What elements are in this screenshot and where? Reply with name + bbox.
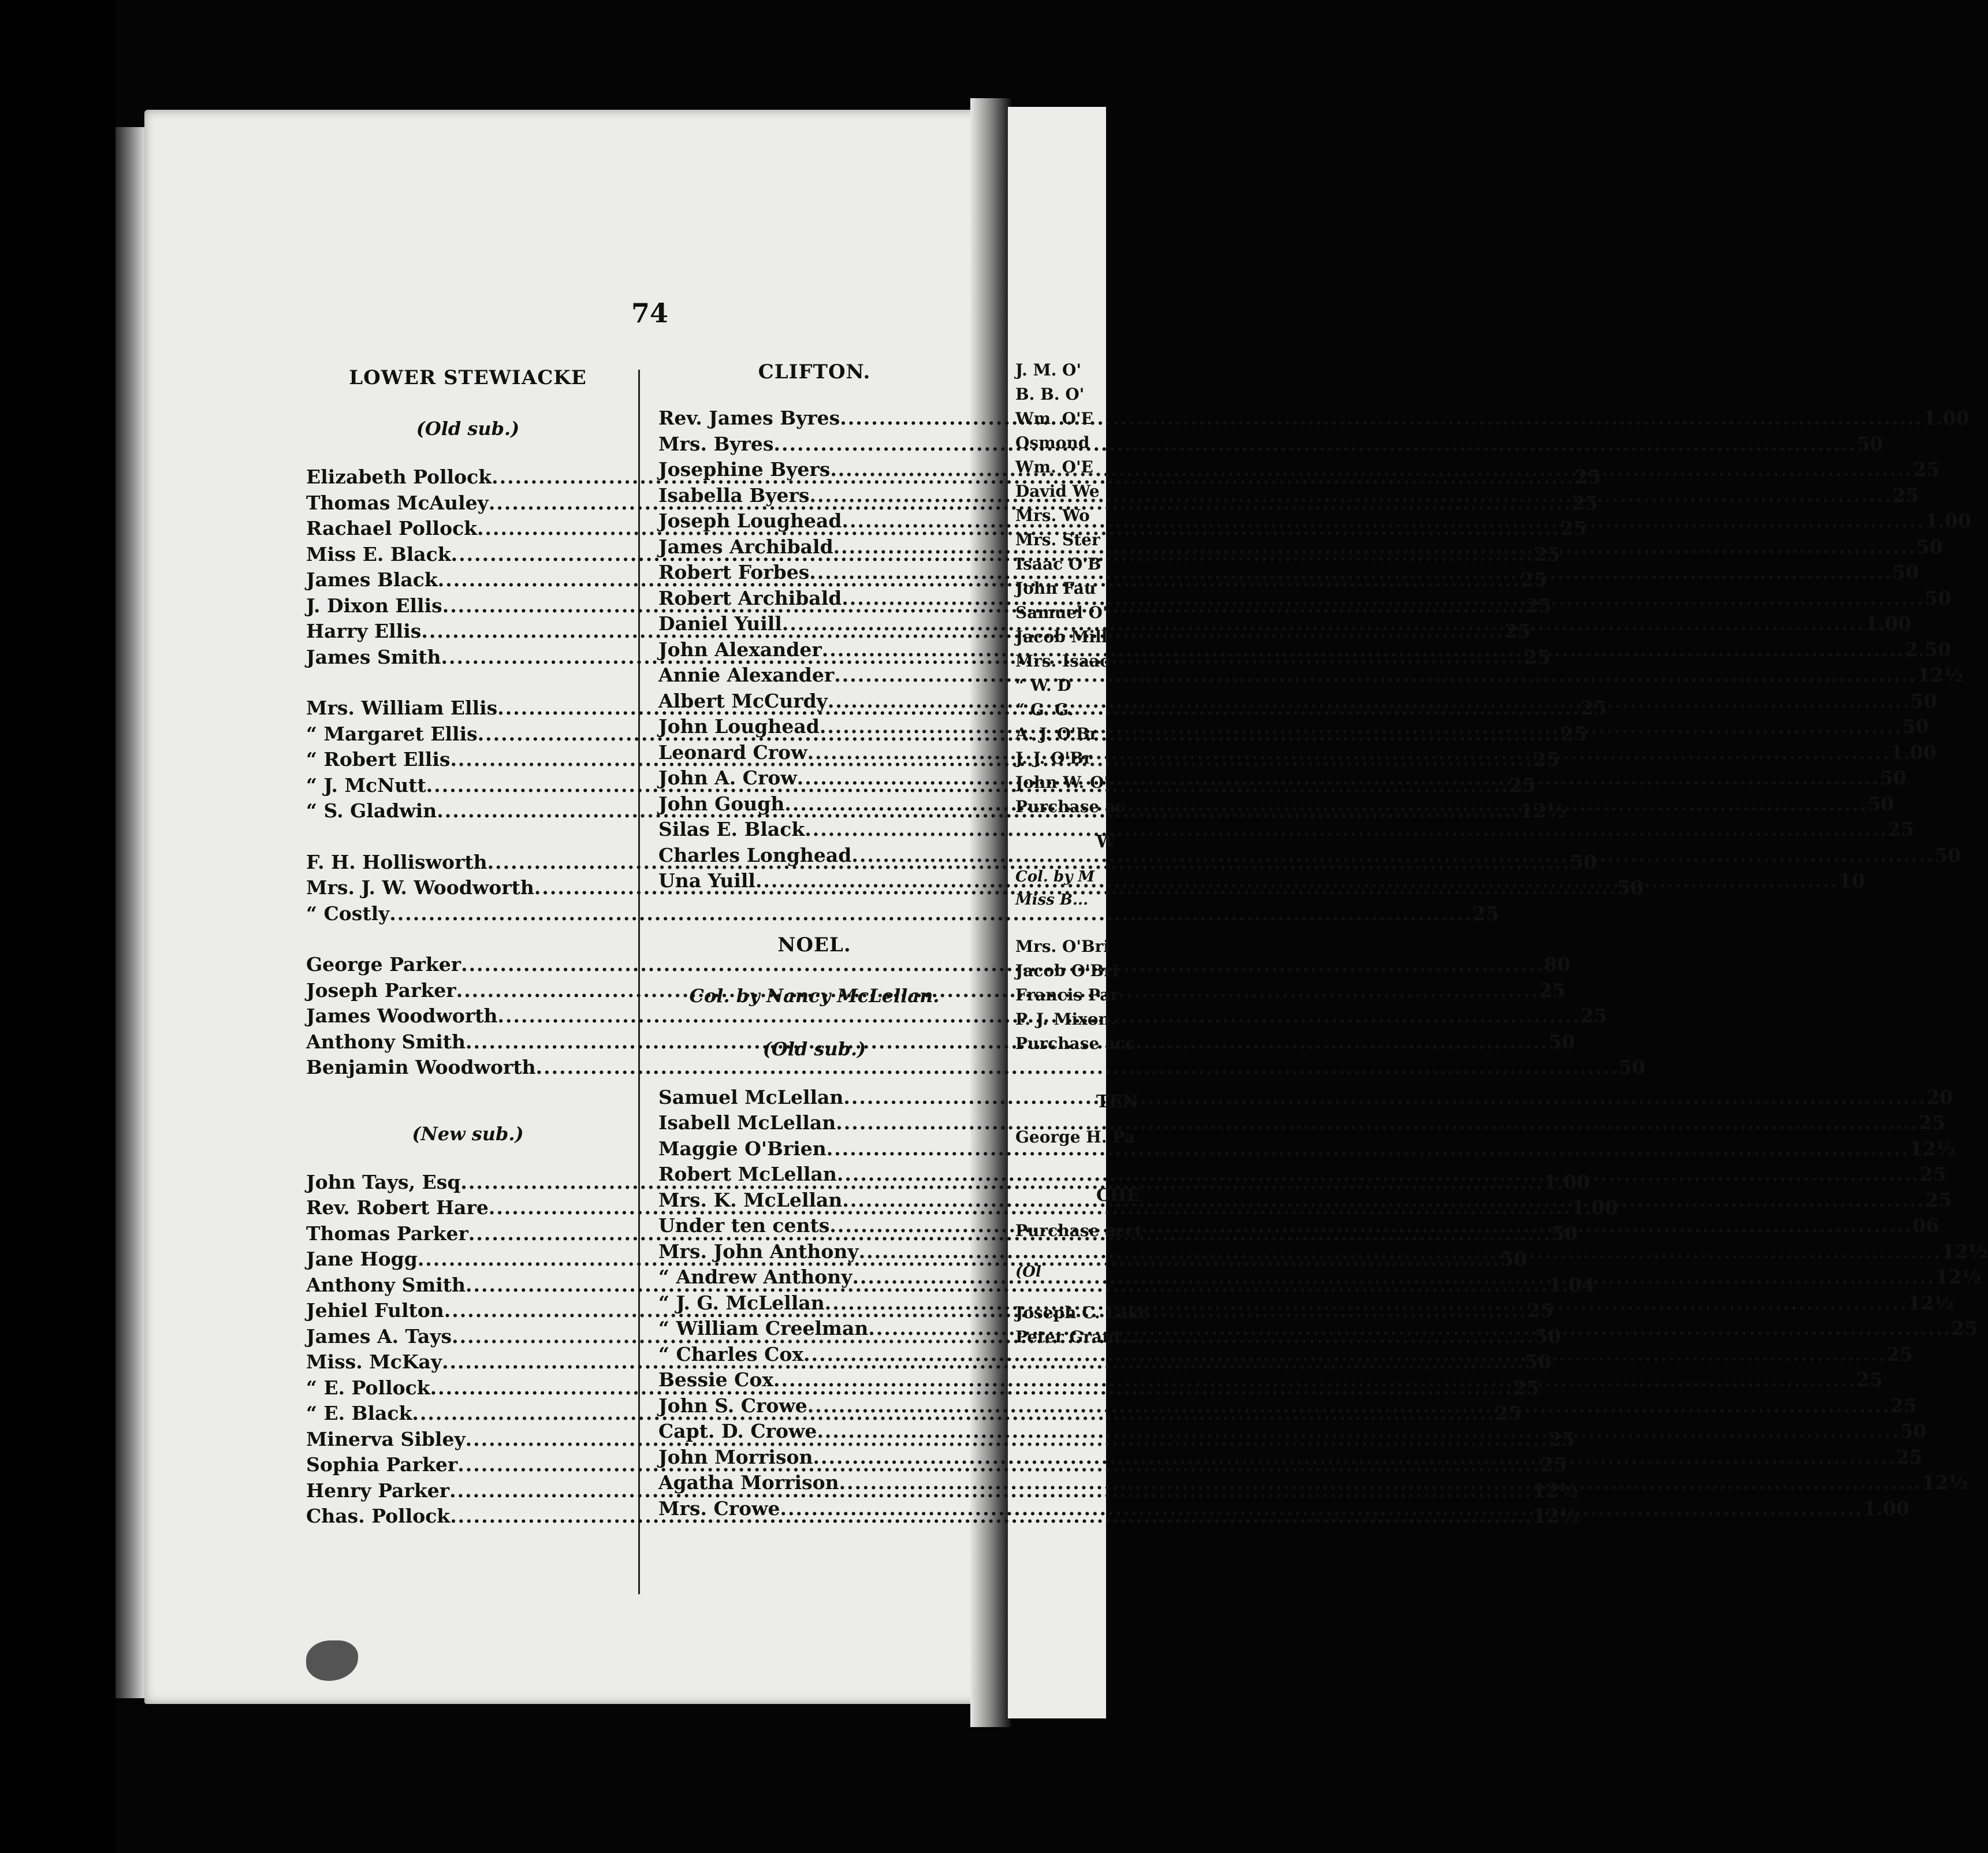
dot-leader (805, 818, 1888, 840)
amount: 50 (1856, 432, 1883, 455)
dot-leader (825, 1292, 1908, 1314)
subscriber-name: Daniel Yuill (658, 612, 782, 635)
subscriber-name: Mrs. John Anthony (658, 1240, 859, 1263)
subscriber-name: Joseph Loughead (658, 509, 842, 532)
subscriber-name: Capt. D. Crowe (658, 1420, 817, 1442)
subscriber-name: Anthony Smith (306, 1273, 466, 1296)
dot-leader (773, 1368, 1856, 1391)
subscriber-name: George Parker (306, 953, 461, 976)
subscriber-name: John Morrison (658, 1445, 813, 1468)
new-sub-label: (New sub.) (412, 1122, 524, 1145)
list-item: B. B. O' (1015, 385, 1085, 404)
subscriber-name: Josephine Byers (658, 458, 831, 481)
amount: 25 (1533, 748, 1560, 771)
dot-leader (851, 844, 1934, 866)
subscriber-name: “ E. Black (306, 1402, 412, 1424)
subscriber-name: Robert Forbes (658, 561, 810, 583)
amount: 25 (1527, 1299, 1554, 1322)
subscriber-name: Benjamin Woodworth (306, 1056, 536, 1078)
subscriber-name: Mrs. J. W. Woodworth (306, 876, 534, 899)
section-title: CLIFTON. (758, 360, 871, 384)
collector-label: Col. by Nancy McLellan. (689, 984, 940, 1007)
list-item: J. M. O' (1015, 360, 1082, 379)
list-item (658, 1111, 1946, 1137)
subscriber-name: Under ten cents (658, 1214, 830, 1237)
section-title: LOWER STEWIACKE (349, 366, 587, 389)
subscriber-name: Miss E. Black (306, 542, 451, 565)
amount: 50 (1900, 1420, 1927, 1442)
amount: 1.04 (1548, 1273, 1595, 1296)
subscriber-name: Leonard Crow (658, 741, 807, 764)
amount: 06 (1912, 1214, 1939, 1237)
list-item: A. J. O'Br (1015, 724, 1099, 743)
subscriber-name: J. Dixon Ellis (306, 594, 442, 617)
subscriber-name: Agatha Morrison (658, 1471, 839, 1494)
subscriber-name: Henry Parker (306, 1479, 450, 1502)
dot-leader (784, 792, 1867, 815)
dot-leader (780, 1497, 1863, 1520)
subscriber-name: Silas E. Black (658, 818, 805, 840)
section-title: NOEL. (777, 933, 851, 957)
facing-page-fragment (1015, 358, 1149, 1349)
dot-leader (803, 1343, 1886, 1365)
list-item: Peter Grant... (1015, 1327, 1138, 1346)
amount: 50 (1551, 1222, 1578, 1245)
list-item: Mrs. Isaac (1015, 652, 1110, 671)
amount: 1.00 (1863, 1497, 1909, 1520)
page-number: 74 (631, 297, 668, 329)
list-item: J. J. O'Br (1015, 749, 1092, 768)
amount: 1.00 (1890, 741, 1937, 764)
amount: 50 (1500, 1248, 1527, 1270)
amount: 25 (1919, 1111, 1946, 1134)
subscriber-name: Thomas Parker (306, 1222, 468, 1245)
subscriber-name: Maggie O'Brien (658, 1137, 827, 1160)
subscriber-name: Rev. James Byres (658, 407, 840, 429)
amount: 25 (1533, 542, 1561, 565)
amount: 12½ (1917, 664, 1964, 686)
amount: 50 (1879, 766, 1907, 789)
amount: 25 (1856, 1368, 1883, 1391)
amount: 50 (1548, 1030, 1575, 1053)
list-item: “ W. D (1015, 676, 1071, 695)
subscriber-name: Isabella Byers (658, 483, 810, 507)
list-item: Purchase ac (1015, 797, 1126, 816)
dot-leader (797, 766, 1880, 789)
amount: 25 (1925, 1188, 1952, 1211)
subscriber-name: James Smith (306, 645, 441, 668)
subscriber-name: Joseph Parker (306, 978, 456, 1002)
subscriber-name: “ William Creelman (658, 1317, 869, 1339)
list-item (658, 1471, 1968, 1497)
amount: 50 (1617, 876, 1644, 899)
amount: 1.00 (1543, 1170, 1590, 1193)
subscriber-name: “ Robert Ellis (306, 748, 451, 771)
old-sub-label: (Old sub.) (416, 418, 520, 440)
amount: 50 (1867, 792, 1894, 815)
list-item (658, 1445, 1923, 1472)
list-item: Jacob O'Bri (1015, 961, 1119, 980)
list-item: John Fau (1015, 579, 1096, 598)
dot-leader (809, 484, 1892, 507)
subscriber-name: “ S. Gladwin (306, 799, 437, 822)
amount: 25 (1574, 466, 1602, 488)
subscriber-name: Mrs. K. McLellan (658, 1188, 843, 1211)
list-item (306, 902, 1499, 928)
subscriber-name: Miss. McKay (306, 1350, 442, 1373)
list-item: Purchase acct (1015, 1221, 1143, 1240)
subscriber-name: F. H. Hollisworth (306, 850, 487, 873)
list-item (658, 843, 1961, 870)
subscriber-name: Jehiel Fulton (306, 1299, 444, 1322)
amount: 50 (1934, 843, 1961, 866)
subscriber-name: Minerva Sibley (306, 1427, 466, 1450)
dot-leader (836, 1111, 1919, 1134)
amount: 20 (1926, 1085, 1953, 1108)
subscriber-name: Rev. Robert Hare (306, 1196, 489, 1219)
dot-leader (782, 612, 1865, 635)
dot-leader (809, 561, 1892, 583)
amount: 12½ (1533, 1505, 1580, 1527)
amount: 25 (1524, 645, 1551, 668)
subscriber-name: Jane Hogg (306, 1248, 418, 1270)
subscriber-name: James A. Tays (306, 1324, 452, 1348)
amount: 25 (1892, 483, 1919, 507)
list-item: Osmond (1015, 433, 1090, 452)
dot-leader (839, 1471, 1922, 1494)
subscriber-name: Thomas McAuley (306, 491, 489, 514)
amount: 25 (1896, 1445, 1923, 1468)
dot-leader (828, 690, 1911, 712)
subscriber-name: Rachael Pollock (306, 517, 478, 539)
list-item: Wm. O'E (1015, 457, 1093, 477)
dot-leader (837, 1163, 1920, 1185)
amount: 25 (1580, 697, 1607, 719)
dot-leader (843, 1086, 1926, 1108)
amount: 50 (1902, 715, 1929, 738)
subscriber-name: James Woodworth (306, 1004, 498, 1027)
amount: 12½ (1909, 1137, 1956, 1160)
dot-leader (840, 407, 1923, 429)
subscriber-name: Mrs. Crowe (658, 1497, 780, 1520)
amount: 25 (1560, 722, 1587, 745)
old-sub-label: (Old sub.) (762, 1037, 866, 1060)
amount: 25 (1888, 818, 1915, 840)
subscriber-name: James Archibald (658, 535, 833, 558)
amount: 25 (1890, 1394, 1917, 1417)
amount: 12½ (1907, 1291, 1955, 1314)
section-title: W (1096, 832, 1116, 852)
list-item: Francis Par (1015, 985, 1119, 1004)
amount: 25 (1913, 458, 1940, 481)
collector-label: Col. by M (1015, 868, 1095, 885)
subscriber-name: Elizabeth Pollock (306, 466, 492, 488)
subscriber-name: “ Charles Cox (658, 1342, 804, 1365)
amount: 25 (1919, 1163, 1946, 1185)
collector-name: Miss B... (1015, 891, 1089, 909)
list-item (306, 1056, 1646, 1082)
dot-leader (842, 509, 1924, 532)
subscriber-name: Albert McCurdy (658, 689, 828, 712)
amount: 50 (1525, 1350, 1551, 1373)
subscriber-name: Robert McLellan (658, 1163, 837, 1185)
amount: 50 (1892, 561, 1919, 583)
amount: 12½ (1532, 1479, 1579, 1502)
amount: 1.00 (1923, 407, 1970, 429)
subscriber-name: “ E. Pollock (306, 1376, 430, 1399)
list-item: Mrs. Wo (1015, 506, 1090, 525)
subscriber-name: John A. Crow (658, 766, 797, 789)
amount: 12½ (1520, 799, 1566, 822)
list-item: Isaac O'B (1015, 555, 1101, 574)
amount: 12½ (1935, 1266, 1982, 1288)
subscriber-name: Robert Archibald (658, 586, 842, 609)
subscriber-name: Chas. Pollock (306, 1505, 451, 1527)
section-title: TEN (1096, 1092, 1138, 1112)
amount: 25 (1560, 517, 1587, 539)
subscriber-name: “ Costly (306, 902, 390, 925)
amount: 50 (1910, 689, 1937, 712)
list-item: Wm. O'E (1015, 409, 1093, 428)
list-item (658, 818, 1915, 844)
subscriber-name: Samuel McLellan (658, 1085, 844, 1108)
amount: 50 (1916, 535, 1943, 558)
dot-leader (820, 715, 1903, 738)
amount: 25 (1540, 1453, 1568, 1476)
amount: 50 (1570, 850, 1597, 873)
scan-border (0, 0, 116, 1853)
subscriber-name: Annie Alexander (658, 664, 835, 686)
dot-leader (807, 1394, 1890, 1417)
list-item (658, 1394, 1917, 1420)
amount: 1.00 (1864, 612, 1912, 635)
dot-leader (822, 638, 1905, 661)
dot-leader (833, 535, 1916, 558)
dot-leader (466, 1030, 1548, 1053)
list-item: David We (1015, 482, 1100, 501)
dot-leader (852, 1266, 1935, 1288)
subscriber-name: “ J. McNutt (306, 773, 426, 797)
list-item: P. J. Mixon. (1015, 1010, 1116, 1029)
dot-leader (813, 1446, 1896, 1468)
amount: 50 (1924, 586, 1952, 609)
subscriber-name: Anthony Smith (306, 1030, 466, 1053)
list-item: Joseph C. Lake (1015, 1303, 1149, 1322)
subscriber-name: “ J. G. McLellan (658, 1291, 825, 1314)
dot-leader (834, 664, 1917, 686)
dot-leader (842, 587, 1924, 609)
subscriber-name: John S. Crowe (658, 1394, 807, 1417)
subscriber-name: John Loughead (658, 715, 820, 738)
list-item: George H. Pa (1015, 1128, 1135, 1147)
amount: 1.00 (1571, 1196, 1618, 1219)
amount: 25 (1525, 594, 1552, 617)
amount: 25 (1495, 1402, 1522, 1424)
list-item: John W. O' (1015, 773, 1109, 792)
amount: 25 (1886, 1342, 1913, 1365)
amount: 2.50 (1904, 638, 1952, 661)
amount: 25 (1513, 1376, 1540, 1399)
subscriber-name: John Tays, Esq (306, 1170, 461, 1193)
old-sub-label: (Ol (1015, 1263, 1041, 1281)
amount: 10 (1838, 869, 1865, 892)
dot-leader (817, 1420, 1900, 1442)
list-item: “ G. G. (1015, 700, 1074, 719)
amount: 25 (1509, 773, 1536, 797)
amount: 25 (1539, 978, 1566, 1002)
subscriber-name: “ Andrew Anthony (658, 1266, 852, 1288)
dot-leader (774, 433, 1857, 455)
list-item (658, 1368, 1883, 1394)
subscriber-name: Mrs. Byres (658, 432, 774, 455)
list-item: Samuel O' (1015, 603, 1108, 622)
subscriber-name: John Alexander (658, 638, 822, 661)
amount: 50 (1618, 1056, 1646, 1078)
amount: 25 (1520, 568, 1547, 591)
subscriber-name: Una Yuill (658, 869, 755, 892)
dot-leader (807, 741, 1890, 764)
dot-leader (829, 1214, 1912, 1237)
amount: 25 (1951, 1317, 1978, 1339)
amount: 12½ (1922, 1471, 1968, 1494)
subscriber-name: Isabell McLellan (658, 1111, 836, 1134)
amount: 25 (1571, 491, 1598, 514)
dot-leader (827, 1137, 1909, 1160)
amount: 12½ (1941, 1240, 1988, 1263)
subscriber-name: “ Margaret Ellis (306, 722, 478, 745)
amount: 25 (1548, 1427, 1575, 1450)
subscriber-name: Bessie Cox (658, 1368, 774, 1391)
subscriber-name: Charles Longhead (658, 843, 852, 866)
list-item: Purchase acc (1015, 1034, 1136, 1053)
dot-leader (755, 869, 1838, 892)
amount: 1.00 (1924, 509, 1971, 532)
amount: 25 (1580, 1004, 1607, 1027)
subscriber-name: John Gough (658, 792, 785, 815)
dot-leader (830, 458, 1913, 481)
amount: 80 (1544, 953, 1570, 976)
dot-leader (461, 953, 1544, 976)
section-title: CHE (1096, 1185, 1140, 1205)
amount: 25 (1504, 620, 1531, 642)
subscriber-name: Sophia Parker (306, 1453, 458, 1476)
subscriber-name: Harry Ellis (306, 620, 422, 642)
list-item: Jacob Mill (1015, 627, 1108, 646)
amount: 25 (1472, 902, 1499, 925)
dot-leader (456, 979, 1539, 1002)
subscriber-name: James Black (306, 568, 438, 591)
dot-leader (842, 1189, 1925, 1211)
amount: 50 (1535, 1324, 1561, 1348)
list-item: Mrs. O'Bri (1015, 937, 1110, 956)
subscriber-name: Mrs. William Ellis (306, 697, 498, 719)
list-item: Mrs. Ster (1015, 530, 1100, 549)
